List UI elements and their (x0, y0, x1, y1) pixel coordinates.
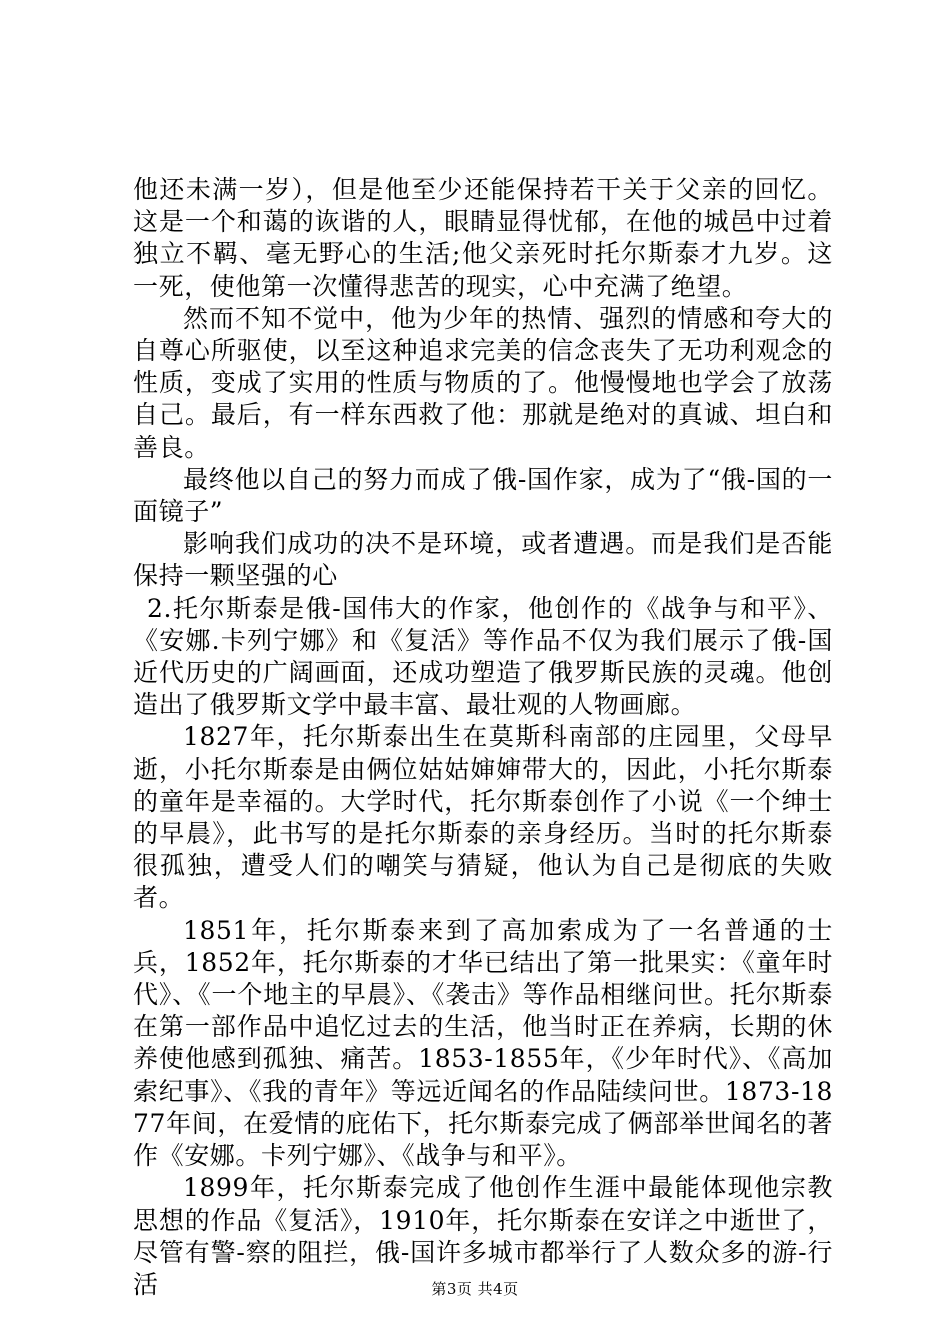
paragraph-1827-birth: 1827年，托尔斯泰出生在莫斯科南部的庄园里，父母早逝，小托尔斯泰是由俩位姑姑婶婶带大的，因此，小托尔斯泰的童年是幸福的。大学时代，托尔斯泰创作了小说《一个绅士的早晨》，此书写的是托尔斯泰的亲身经历。当时的托尔斯泰很孤独，遭受人们的嘲笑与猜疑，他认为自己是彻底的失败者。 (133, 722, 833, 913)
paragraph-strong-heart: 影响我们成功的决不是环境，或者遭遇。而是我们是否能保持一颗坚强的心 (133, 529, 833, 591)
paragraph-1899-resurrection: 1899年，托尔斯泰完成了他创作生涯中最能体现他宗教思想的作品《复活》，1910年，托尔斯泰在安详之中逝世了，尽管有警-察的阻拦，俄-国许多城市都举行了人数众多的游-行活 (133, 1173, 833, 1299)
paragraph-1851-caucasus: 1851年，托尔斯泰来到了高加索成为了一名普通的士兵，1852年，托尔斯泰的才华已结出了第一批果实：《童年时代》、《一个地主的早晨》、《袭击》等作品相继问世。托尔斯泰在第一部作品中追忆过去的生活，他当时正在养病，长期的休养使他感到孤独、痛苦。1853-1855年，《少年时代》、《高加索纪事》、《我的青年》等远近闻名的作品陆续问世。1873-1877年间，在爱情的庇佑下，托尔斯泰完成了俩部举世闻名的著作《安娜。卡列宁娜》、《战争与和平》。 (133, 915, 833, 1171)
document-body (133, 174, 833, 1301)
paragraph-father-memory: 他还未满一岁），但是他至少还能保持若干关于父亲的回忆。这是一个和蔼的诙谐的人，眼睛显得忧郁，在他的城邑中过着独立不羁、毫无野心的生活;他父亲死时托尔斯泰才九岁。这一死，使他第一次懂得悲苦的现实，心中充满了绝望。 (133, 175, 833, 301)
page-footer: 第3页 共4页 (431, 1280, 519, 1298)
paragraph-youth-passion: 然而不知不觉中，他为少年的热情、强烈的情感和夸大的自尊心所驱使，以至这种追求完美的信念丧失了无功利观念的性质，变成了实用的性质与物质的了。他慢慢地也学会了放荡自己。最后，有一样东西救了他：那就是绝对的真诚、坦白和善良。 (133, 303, 833, 462)
paragraph-mirror-of-russia: 最终他以自己的努力而成了俄-国作家，成为了“俄-国的一面镜子” (133, 464, 833, 527)
paragraph-section-2-intro: 2.托尔斯泰是俄-国伟大的作家，他创作的《战争与和平》、《安娜.卡列宁娜》和《复活》等作品不仅为我们展示了俄-国近代历史的广阔画面，还成功塑造了俄罗斯民族的灵魂。他创造出了俄罗斯文学中最丰富、最壮观的人物画廊。 (133, 593, 833, 720)
